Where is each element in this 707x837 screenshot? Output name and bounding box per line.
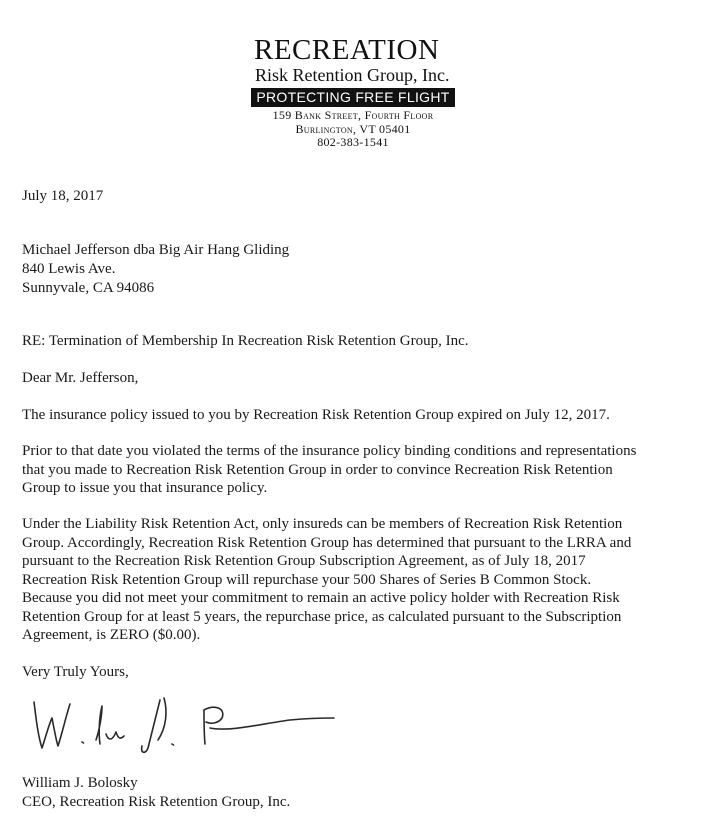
paragraph-3 (22, 515, 690, 645)
signer-title: CEO, Recreation Risk Retention Group, Inc. (22, 794, 291, 810)
signer-name: William J. Bolosky (22, 775, 138, 791)
phone-number: 802-383-1541 (317, 135, 389, 149)
address-line-1: 159 Bank Street, Fourth Floor (272, 108, 434, 122)
closing: Very Truly Yours, (22, 664, 129, 680)
paragraph-line: Recreation Risk Retention Group will repurchase your 500 Shares of Series B Common Stock. (22, 571, 592, 588)
subject-line: RE: Termination of Membership In Recreation Risk Retention Group, Inc. (22, 333, 469, 349)
recipient-city: Sunnyvale, CA 94086 (22, 280, 155, 296)
recipient-street: 840 Lewis Ave. (22, 261, 116, 277)
paragraph-line: Because you did not meet your commitment to remain an active policy holder with Recreation Risk (22, 590, 620, 606)
letter-date: July 18, 2017 (22, 188, 104, 204)
salutation: Dear Mr. Jefferson, (22, 370, 139, 386)
company-subtitle: Risk Retention Group, Inc. (255, 65, 450, 85)
paragraph-line: pursuant to the Recreation Risk Retention Group Subscription Agreement, as of July 18, 2017 (22, 553, 586, 569)
paragraph-1 (22, 406, 690, 425)
paragraph-line: The insurance policy issued to you by Recreation Risk Retention Group expired on July 12, 2017. (22, 407, 610, 423)
paragraph-line: Agreement, is ZERO ($0.00). (22, 627, 201, 643)
company-name: RECREATION (254, 34, 440, 66)
paragraph-line: Prior to that date you violated the terms of the insurance policy binding conditions and representations (22, 443, 637, 459)
recipient-name: Michael Jefferson dba Big Air Hang Gliding (22, 242, 290, 258)
paragraph-line: Group. Accordingly, Recreation Risk Retention Group has determined that pursuant to the LRRA and (22, 534, 632, 551)
tagline-banner: PROTECTING FREE FLIGHT (251, 88, 455, 107)
paragraph-line: Under the Liability Risk Retention Act, only insureds can be members of Recreation Risk Retention (22, 516, 623, 532)
address-line-2: Burlington, VT 05401 (295, 122, 411, 136)
paragraph-line: Retention Group for at least 5 years, the repurchase price, as calculated pursuant to the Subscription (22, 608, 622, 625)
paragraph-line: Group to issue you that insurance policy. (22, 480, 268, 496)
paragraph-2 (22, 442, 690, 498)
handwritten-signature (30, 688, 340, 758)
paragraph-line: that you made to Recreation Risk Retention Group in order to convince Recreation Risk Retention (22, 461, 613, 478)
